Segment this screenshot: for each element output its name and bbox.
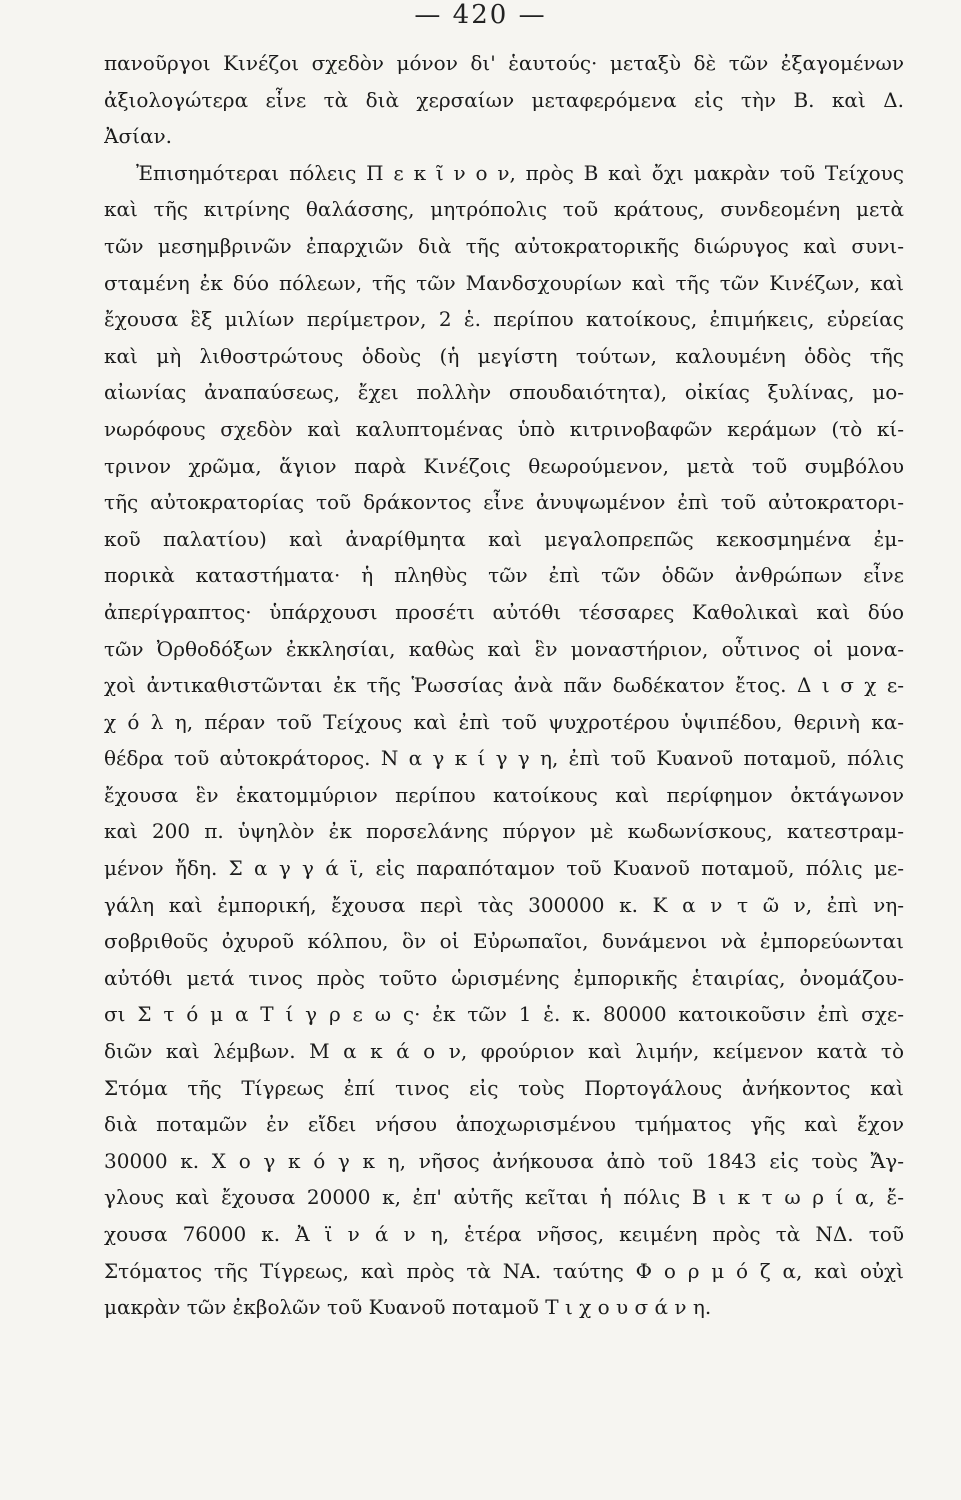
text-line: τῆς αὐτοκρατορίας τοῦ δράκοντος εἶνε ἀνυψωμένον ἐπὶ τοῦ αὐτοκρατορι- bbox=[104, 490, 904, 515]
text-line: χοὶ ἀντικαθιστῶνται ἐκ τῆς Ῥωσσίας ἀνὰ πᾶν δωδέκατον ἔτος. Δ ι σ χ ε- bbox=[104, 673, 904, 698]
text-line: Στόμα τῆς Τίγρεως ἐπί τινος εἰς τοὺς Πορτογάλους ἀνήκοντος καὶ bbox=[104, 1075, 904, 1100]
text-line: πανοῦργοι Κινέζοι σχεδὸν μόνον δι' ἑαυτούς· μεταξὺ δὲ τῶν ἐξαγομένων bbox=[104, 51, 904, 75]
text-line: θέδρα τοῦ αὐτοκράτορος. Ν α γ κ ί γ γ η, ἐπὶ τοῦ Κυανοῦ ποταμοῦ, πόλις bbox=[104, 746, 904, 771]
text-line: ἔχουσα ἓξ μιλίων περίμετρον, 2 ἑ. περίπου κατοίκους, ἐπιμήκεις, εὐρείας bbox=[104, 307, 904, 332]
text-line: γάλη καὶ ἐμπορική, ἔχουσα περὶ τὰς 300000 κ. Κ α ν τ ῶ ν, ἐπὶ νη- bbox=[104, 892, 904, 917]
text-line: αὐτόθι μετά τινος πρὸς τοῦτο ὡρισμένης ἐμπορικῆς ἑταιρίας, ὀνομάζου- bbox=[104, 965, 904, 990]
body-text bbox=[104, 45, 904, 1326]
text-line: ἔχουσα ἓν ἑκατομμύριον περίπου κατοίκους καὶ περίφημον ὀκτάγωνον bbox=[104, 782, 904, 807]
text-line: τῶν Ὀρθοδόξων ἐκκλησίαι, καθὼς καὶ ἓν μοναστήριον, οὗτινος οἱ μονα- bbox=[104, 636, 904, 661]
text-line: διὰ ποταμῶν ἐν εἴδει νήσου ἀποχωρισμένου τμήματος γῆς καὶ ἔχον bbox=[104, 1112, 904, 1137]
text-line: χουσα 76000 κ. Ἀ ϊ ν ά ν η, ἑτέρα νῆσος, κειμένη πρὸς τὰ ΝΔ. τοῦ bbox=[104, 1222, 904, 1246]
text-line: καὶ 200 π. ὑψηλὸν ἐκ πορσελάνης πύργον μὲ κωδωνίσκους, κατεστραμ- bbox=[104, 819, 904, 844]
text-line: ἀξιολογώτερα εἶνε τὰ διὰ χερσαίων μεταφερόμενα εἰς τὴν Β. καὶ Δ. bbox=[104, 87, 904, 112]
text-line: 30000 κ. Χ ο γ κ ό γ κ η, νῆσος ἀνήκουσα ἀπὸ τοῦ 1843 εἰς τοὺς Ἄγ- bbox=[104, 1148, 904, 1173]
text-line: καὶ τῆς κιτρίνης θαλάσσης, μητρόπολις τοῦ κράτους, συνδεομένη μετὰ bbox=[104, 197, 904, 222]
text-line: ἀπερίγραπτος· ὑπάρχουσι προσέτι αὐτόθι τέσσαρες Καθολικαὶ καὶ δύο bbox=[104, 599, 904, 624]
text-line: διῶν καὶ λέμβων. Μ α κ ά ο ν, φρούριον καὶ λιμήν, κείμενον κατὰ τὸ bbox=[104, 1039, 904, 1064]
text-line: Ἀσίαν. bbox=[104, 124, 172, 149]
page-number: — 420 — bbox=[414, 0, 547, 30]
text-line: πορικὰ καταστήματα· ἡ πληθὺς τῶν ἐπὶ τῶν ὁδῶν ἀνθρώπων εἶνε bbox=[104, 563, 904, 588]
text-line: καὶ μὴ λιθοστρώτους ὁδοὺς (ἡ μεγίστη τούτων, καλουμένη ὁδὸς τῆς bbox=[104, 343, 904, 368]
text-line: σι Σ τ ό μ α Τ ί γ ρ ε ω ς· ἐκ τῶν 1 ἑ. κ. 80000 κατοικοῦσιν ἐπὶ σχε- bbox=[104, 1002, 904, 1027]
text-line: μένον ἤδη. Σ α γ γ ά ϊ, εἰς παραπόταμον τοῦ Κυανοῦ ποταμοῦ, πόλις με- bbox=[104, 856, 904, 881]
text-line: κοῦ παλατίου) καὶ ἀναρίθμητα καὶ μεγαλοπρεπῶς κεκοσμημένα ἐμ- bbox=[104, 526, 904, 551]
text-line: γλους καὶ ἔχουσα 20000 κ, ἐπ' αὐτῆς κεῖται ἡ πόλις Β ι κ τ ω ρ ί α, ἔ- bbox=[104, 1185, 904, 1210]
text-line: σοβριθοῦς ὀχυροῦ κόλπου, ὃν οἱ Εὐρωπαῖοι, δυνάμενοι νὰ ἐμπορεύωνται bbox=[104, 929, 904, 954]
text-line: τῶν μεσημβρινῶν ἐπαρχιῶν διὰ τῆς αὐτοκρατορικῆς διώρυγος καὶ συνι- bbox=[104, 233, 904, 258]
text-line: τρινον χρῶμα, ἅγιον παρὰ Κινέζοις θεωρούμενον, μετὰ τοῦ συμβόλου bbox=[104, 453, 904, 478]
text-line: χ ό λ η, πέραν τοῦ Τείχους καὶ ἐπὶ τοῦ ψυχροτέρου ὑψιπέδου, θερινὴ κα- bbox=[104, 709, 904, 734]
text-line: Στόματος τῆς Τίγρεως, καὶ πρὸς τὰ ΝΑ. ταύτης Φ ο ρ μ ό ζ α, καὶ οὐχὶ bbox=[104, 1258, 904, 1283]
text-line: σταμένη ἐκ δύο πόλεων, τῆς τῶν Μανδσχουρίων καὶ τῆς τῶν Κινέζων, καὶ bbox=[104, 270, 904, 295]
page-number-header bbox=[0, 0, 961, 40]
text-line: μακρὰν τῶν ἐκβολῶν τοῦ Κυανοῦ ποταμοῦ Τ ι χ ο υ σ ά ν η. bbox=[104, 1295, 712, 1320]
text-line: Ἐπισημότεραι πόλεις Π ε κ ῖ ν ο ν, πρὸς Β καὶ ὄχι μακρὰν τοῦ Τείχους bbox=[136, 160, 904, 185]
text-line: αἰωνίας ἀναπαύσεως, ἔχει πολλὴν σπουδαιότητα), οἰκίας ξυλίνας, μο- bbox=[104, 380, 904, 405]
text-line: νωρόφους σχεδὸν καὶ καλυπτομένας ὑπὸ κιτρινοβαφῶν κεράμων (τὸ κί- bbox=[104, 416, 904, 441]
